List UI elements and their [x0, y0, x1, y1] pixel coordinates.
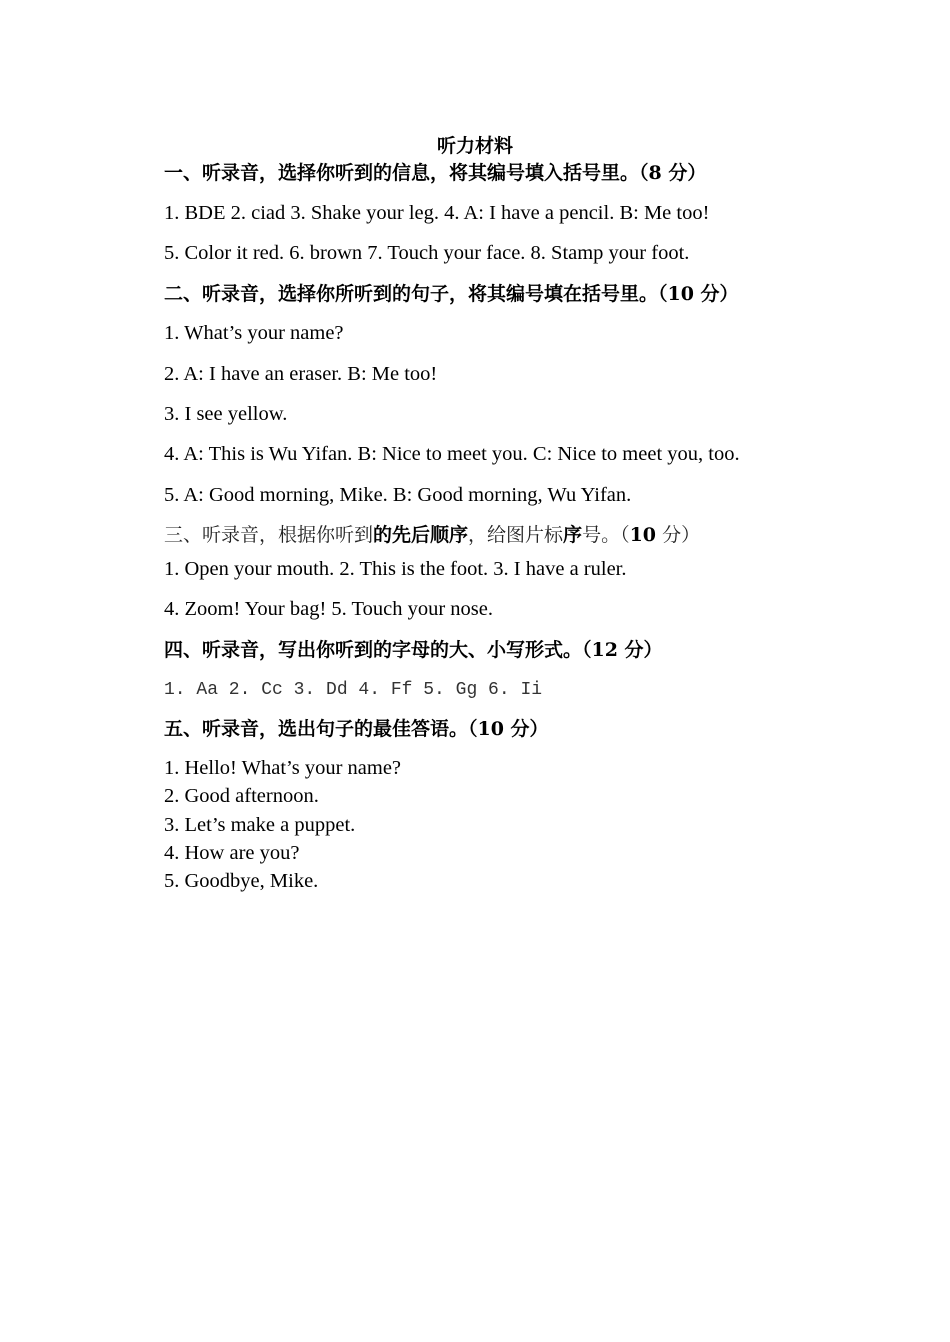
section-5-line-1: 1. Hello! What’s your name?	[164, 757, 402, 779]
section-2-heading: 二、听录音，选择你所听到的句子，将其编号填在括号里。（10 分）	[164, 283, 739, 305]
section-2-line-2: 2. A: I have an eraser. B: Me too!	[164, 363, 438, 385]
section-3-heading-part-2: 的先后顺序	[373, 524, 469, 546]
section-2-line-4: 4. A: This is Wu Yifan. B: Nice to meet you. C: Nice to meet you, too.	[164, 443, 740, 465]
section-3-line-2: 4. Zoom! Your bag! 5. Touch your nose.	[164, 598, 494, 620]
section-4-heading: 四、听录音，写出你听到的字母的大、小写形式。（12 分）	[164, 639, 663, 661]
section-4-line-1: 1. Aa 2. Cc 3. Dd 4. Ff 5. Gg 6. Ii	[164, 680, 543, 700]
section-1-heading: 一、听录音，选择你听到的信息，将其编号填入括号里。（8 分）	[164, 162, 707, 184]
section-3-heading-part-1: 三、听录音，根据你听到	[164, 524, 374, 546]
section-1-line-2: 5. Color it red. 6. brown 7. Touch your face. 8. Stamp your foot.	[164, 242, 690, 264]
section-2-line-1: 1. What’s your name?	[164, 322, 344, 344]
section-1-line-1: 1. BDE 2. ciad 3. Shake your leg. 4. A: I have a pencil. B: Me too!	[164, 202, 710, 224]
section-3-heading-part-5: 号。（	[582, 524, 630, 546]
section-3-heading-part-4: 序	[563, 524, 583, 546]
section-3-heading-part-7: 分）	[656, 524, 701, 546]
section-3-heading-part-3: ，给图片标	[468, 524, 564, 546]
section-5-line-4: 4. How are you?	[164, 842, 300, 864]
page-title: 听力材料	[436, 135, 513, 157]
section-2-line-3: 3. I see yellow.	[164, 403, 288, 425]
section-3-heading	[164, 522, 700, 548]
section-5-line-5: 5. Goodbye, Mike.	[164, 870, 319, 892]
section-2-line-5: 5. A: Good morning, Mike. B: Good morning, Wu Yifan.	[164, 484, 632, 506]
section-5-heading: 五、听录音，选出句子的最佳答语。（10 分）	[164, 718, 549, 740]
section-5-line-2: 2. Good afternoon.	[164, 785, 319, 807]
section-3-line-1: 1. Open your mouth. 2. This is the foot. 3. I have a ruler.	[164, 558, 627, 580]
section-3-heading-part-6: 10	[629, 524, 657, 546]
section-5-line-3: 3. Let’s make a puppet.	[164, 814, 356, 836]
